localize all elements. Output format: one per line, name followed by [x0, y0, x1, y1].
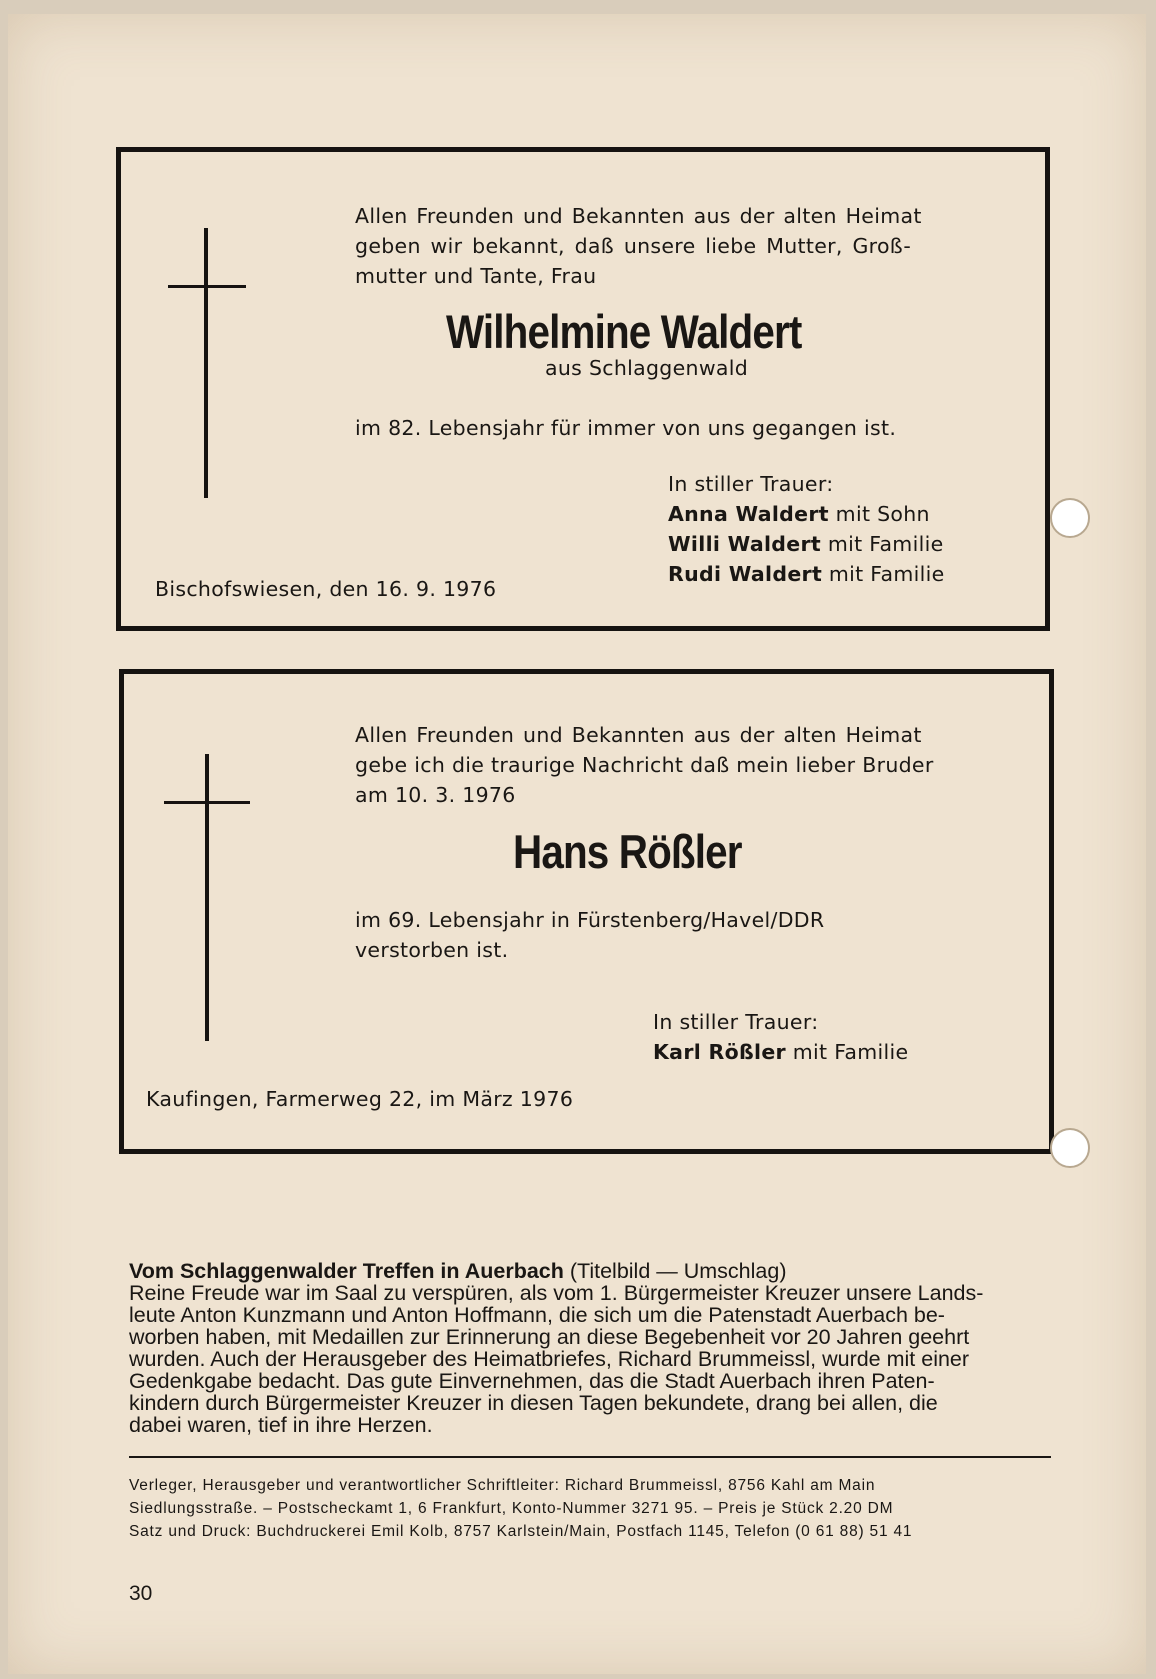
article-headline: Vom Schlaggenwalder Treffen in Auerbach (Titelbild — Umschlag)	[129, 1259, 787, 1283]
notice-intro-line: geben wir bekannt, daß unsere liebe Mutter, Groß-	[355, 234, 912, 258]
mourner: Karl Rößler mit Familie	[653, 1040, 909, 1064]
deceased-name: Hans Rößler	[513, 825, 742, 878]
cross-bar	[168, 285, 246, 288]
notice-intro-line: am 10. 3. 1976	[355, 783, 516, 807]
deceased-origin: aus Schlaggenwald	[545, 356, 749, 380]
binder-hole	[1050, 1128, 1090, 1168]
article-line: Reine Freude war im Saal zu verspüren, als vom 1. Bürgermeister Kreuzer unsere Lands-	[129, 1281, 984, 1305]
cross-icon	[205, 754, 209, 1041]
article-line: worben haben, mit Medaillen zur Erinnerung an diese Begebenheit vor 20 Jahren geehrt	[129, 1325, 970, 1349]
article-line: leute Anton Kunzmann und Anton Hoffmann, die sich um die Patenstadt Auerbach be-	[129, 1303, 945, 1327]
cross-icon	[204, 228, 208, 498]
notice-statement: verstorben ist.	[355, 938, 509, 962]
page-number: 30	[129, 1582, 153, 1605]
place-date: Kaufingen, Farmerweg 22, im März 1976	[146, 1087, 574, 1111]
mourner: Rudi Waldert mit Familie	[668, 562, 945, 586]
notice-intro-line: gebe ich die traurige Nachricht daß mein lieber Bruder	[355, 753, 934, 777]
imprint-line: Verleger, Herausgeber und verantwortlicher Schriftleiter: Richard Brummeissl, 8756 Kahl am Main	[129, 1477, 876, 1494]
place-date: Bischofswiesen, den 16. 9. 1976	[155, 577, 497, 601]
notice-intro-line: Allen Freunden und Bekannten aus der alten Heimat	[355, 204, 922, 228]
mourning-label: In stiller Trauer:	[668, 472, 834, 496]
notice-statement: im 69. Lebensjahr in Fürstenberg/Havel/DDR	[355, 908, 825, 932]
mourner: Willi Waldert mit Familie	[668, 532, 944, 556]
article-line: dabei waren, tief in ihre Herzen.	[129, 1413, 433, 1437]
divider	[129, 1456, 1051, 1458]
article-line: kindern durch Bürgermeister Kreuzer in diesen Tagen bekundete, drang bei allen, die	[129, 1391, 938, 1415]
mourner: Anna Waldert mit Sohn	[668, 502, 930, 526]
article-line: wurden. Auch der Herausgeber des Heimatbriefes, Richard Brummeissl, wurde mit einer	[129, 1347, 970, 1371]
notice-intro-line: Allen Freunden und Bekannten aus der alten Heimat	[355, 723, 922, 747]
notice-statement: im 82. Lebensjahr für immer von uns gegangen ist.	[355, 416, 897, 440]
deceased-name: Wilhelmine Waldert	[446, 305, 802, 358]
article	[129, 1260, 1049, 1436]
cross-bar	[164, 801, 250, 804]
mourning-label: In stiller Trauer:	[653, 1010, 819, 1034]
page	[8, 14, 1146, 1674]
article-line: Gedenkgabe bedacht. Das gute Einvernehmen, das die Stadt Auerbach ihren Paten-	[129, 1369, 935, 1393]
imprint-line: Satz und Druck: Buchdruckerei Emil Kolb, 8757 Karlstein/Main, Postfach 1145, Telefon (0 61 88) 51 41	[129, 1523, 913, 1540]
imprint-line: Siedlungsstraße. – Postscheckamt 1, 6 Frankfurt, Konto-Nummer 3271 95. – Preis je Stück 2.20 DM	[129, 1500, 894, 1517]
notice-intro-line: mutter und Tante, Frau	[355, 264, 597, 288]
binder-hole	[1050, 498, 1090, 538]
